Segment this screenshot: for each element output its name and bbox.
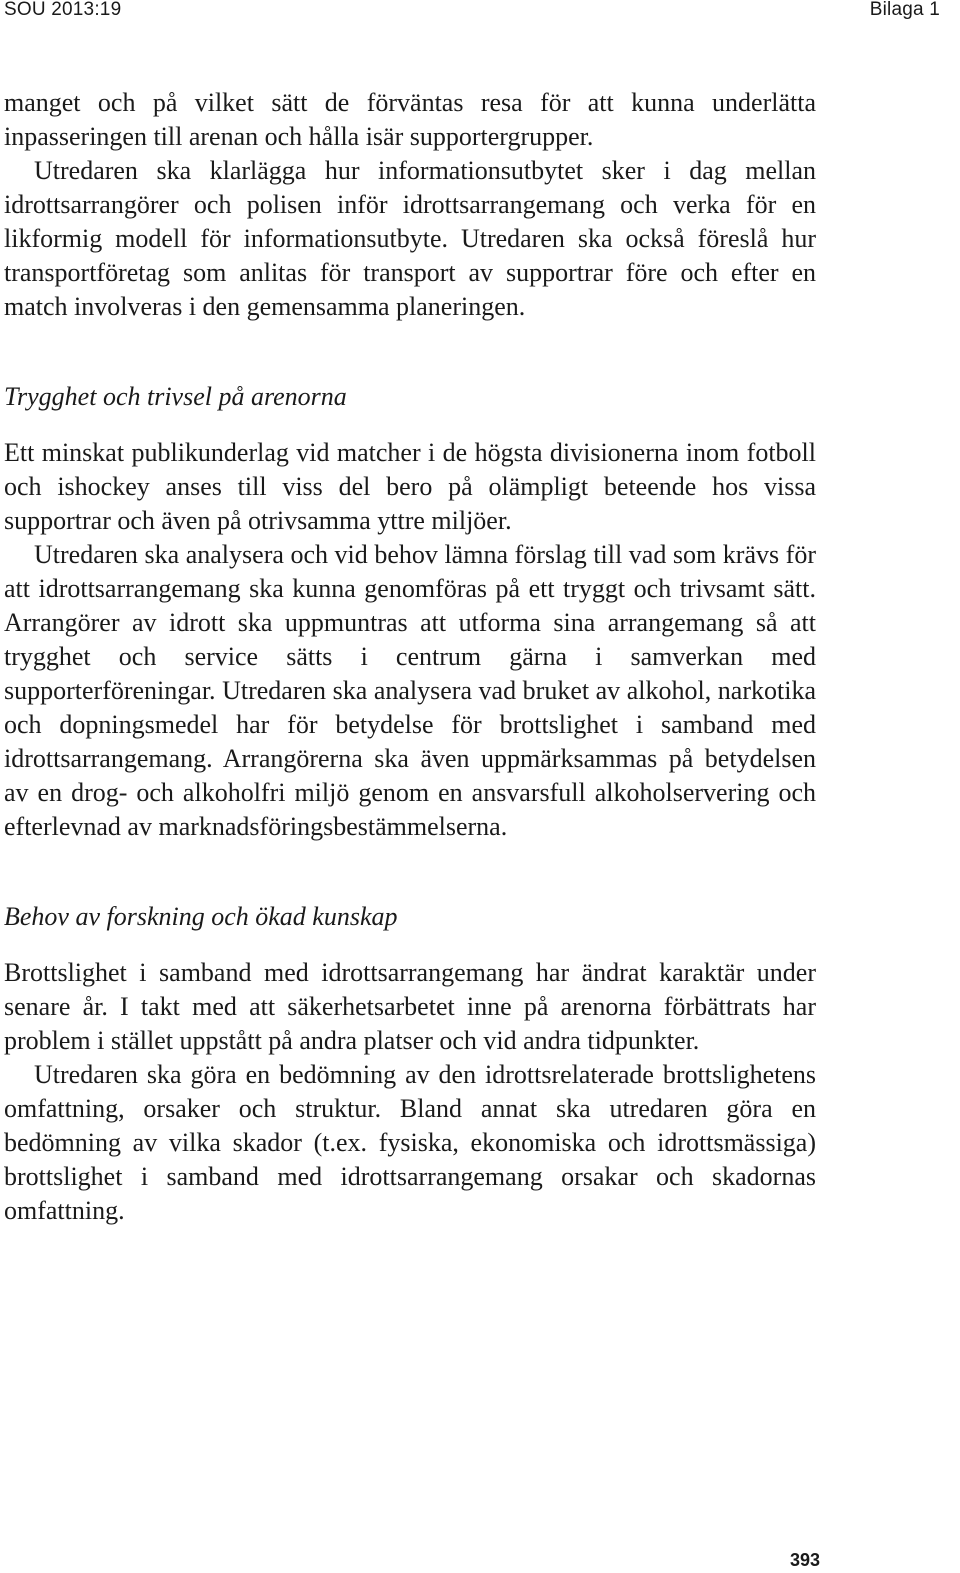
paragraph-audience-decline: Ett minskat publikunderlag vid matcher i de högsta divisionerna inom fotboll och ishockey anses till viss del bero på olämpligt beteende hos vissa supportrar och även på otrivsamma yttre miljöer. bbox=[4, 438, 816, 535]
spacer bbox=[4, 414, 816, 436]
paragraph-safety-analysis: Utredaren ska analysera och vid behov lämna förslag till vad som krävs för att idrottsarrangemang ska kunna genomföras på ett tryggt och trivsamt sätt. Arrangörer av idrott ska uppmuntras att utforma sina arrangemang så att trygghet och service sätts i centrum gärna i samverkan med supporterföreningar. Utredaren ska analysera vad bruket av alkohol, narkotika och dopningsmedel har för betydelse för brottslighet i samband med idrottsarrangemang. Arrangörerna ska även uppmärksammas på betydelsen av en drog- och alkoholfri miljö genom en ansvarsfull alkoholservering och efterlevnad av marknadsföringsbestämmelserna. bbox=[4, 540, 816, 841]
spacer bbox=[4, 844, 816, 900]
section-heading-safety: Trygghet och trivsel på arenorna bbox=[4, 382, 347, 411]
section-heading-research: Behov av forskning och ökad kunskap bbox=[4, 902, 398, 931]
document-reference: SOU 2013:19 bbox=[4, 0, 122, 20]
paragraph-continued: manget och på vilket sätt de förväntas resa för att kunna underlätta inpasseringen till arenan och hålla isär supportergrupper. bbox=[4, 88, 816, 151]
spacer bbox=[4, 934, 816, 956]
running-head bbox=[0, 0, 960, 20]
paragraph-information-exchange: Utredaren ska klarlägga hur informationsutbytet sker i dag mellan idrottsarrangörer och polisen inför idrottsarrangemang och verka för en likformig modell för informationsutbyte. Utredaren ska också föreslå hur transportföretag som anlitas för transport av supportrar före och efter en match involveras i den gemensamma planeringen. bbox=[4, 156, 816, 321]
spacer bbox=[4, 324, 816, 380]
paragraph-crime-assessment: Utredaren ska göra en bedömning av den idrottsrelaterade brottslighetens omfattning, orsaker och struktur. Bland annat ska utredaren göra en bedömning av vilka skador (t.ex. fysiska, ekonomiska och idrottsmässiga) brottslighet i samband med idrottsarrangemang orsakar och skadornas omfattning. bbox=[4, 1060, 816, 1225]
page-body bbox=[4, 86, 816, 1228]
page-number: 393 bbox=[789, 1550, 820, 1570]
appendix-label: Bilaga 1 bbox=[869, 0, 940, 20]
paragraph-crime-change: Brottslighet i samband med idrottsarrangemang har ändrat karaktär under senare år. I takt med att säkerhetsarbetet inne på arenorna förbättrats har problem i stället uppstått på andra platser och vid andra tidpunkter. bbox=[4, 958, 816, 1055]
